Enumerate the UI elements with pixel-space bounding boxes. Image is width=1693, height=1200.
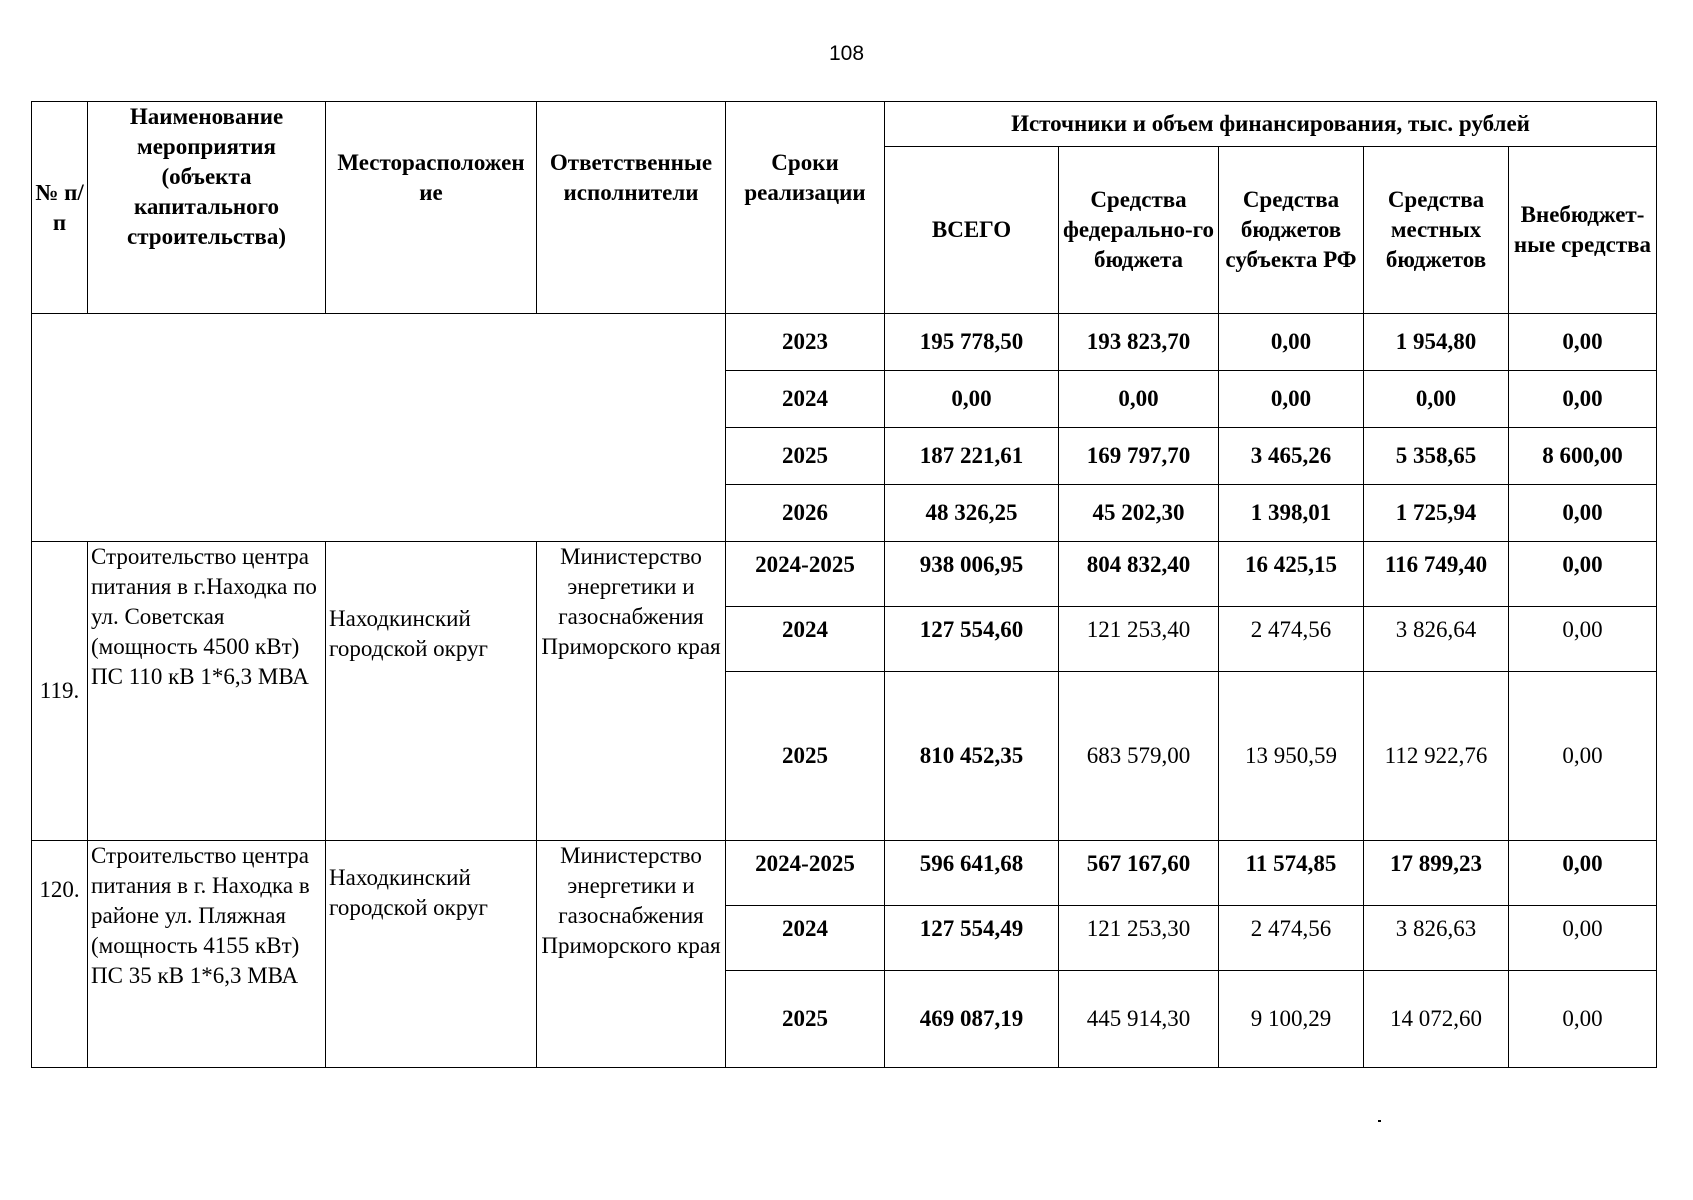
total-cell: 0,00 xyxy=(885,371,1059,428)
subject-cell: 16 425,15 xyxy=(1219,542,1364,607)
extra-cell: 0,00 xyxy=(1509,971,1657,1068)
local-cell: 5 358,65 xyxy=(1364,428,1509,485)
table-row xyxy=(32,542,1657,607)
item-name: Строительство центра питания в г. Находка в районе ул. Пляжная (мощность 4155 кВт) ПС 35 кВ 1*6,3 МВА xyxy=(88,841,326,1068)
local-cell: 14 072,60 xyxy=(1364,971,1509,1068)
subject-cell: 11 574,85 xyxy=(1219,841,1364,906)
year-cell: 2026 xyxy=(726,485,885,542)
local-cell: 1 954,80 xyxy=(1364,314,1509,371)
extra-cell: 8 600,00 xyxy=(1509,428,1657,485)
header-federal: Средства федерально-го бюджета xyxy=(1059,147,1219,314)
year-cell: 2025 xyxy=(726,672,885,841)
local-cell: 112 922,76 xyxy=(1364,672,1509,841)
item-executor: Министерство энергетики и газоснабжения Приморского края xyxy=(537,841,726,1068)
year-cell: 2025 xyxy=(726,428,885,485)
federal-cell: 121 253,40 xyxy=(1059,607,1219,672)
page-number: 108 xyxy=(828,42,865,65)
extra-cell: 0,00 xyxy=(1509,485,1657,542)
local-cell: 116 749,40 xyxy=(1364,542,1509,607)
federal-cell: 683 579,00 xyxy=(1059,672,1219,841)
subject-cell: 1 398,01 xyxy=(1219,485,1364,542)
federal-cell: 45 202,30 xyxy=(1059,485,1219,542)
federal-cell: 169 797,70 xyxy=(1059,428,1219,485)
total-cell: 195 778,50 xyxy=(885,314,1059,371)
header-name: Наименование мероприятия (объекта капитального строительства) xyxy=(88,102,326,314)
header-subject: Средства бюджетов субъекта РФ xyxy=(1219,147,1364,314)
extra-cell: 0,00 xyxy=(1509,314,1657,371)
total-cell: 596 641,68 xyxy=(885,841,1059,906)
item-executor: Министерство энергетики и газоснабжения Приморского края xyxy=(537,542,726,841)
subject-cell: 0,00 xyxy=(1219,371,1364,428)
federal-cell: 193 823,70 xyxy=(1059,314,1219,371)
year-cell: 2023 xyxy=(726,314,885,371)
subject-cell: 3 465,26 xyxy=(1219,428,1364,485)
item-name: Строительство центра питания в г.Находка по ул. Советская (мощность 4500 кВт) ПС 110 кВ 1*6,3 МВА xyxy=(88,542,326,841)
federal-cell: 445 914,30 xyxy=(1059,971,1219,1068)
continuation-blank-cell xyxy=(32,314,726,542)
scan-speck xyxy=(1378,1120,1381,1122)
item-number: 120. xyxy=(32,841,88,1068)
total-cell: 127 554,60 xyxy=(885,607,1059,672)
header-row-top xyxy=(32,102,1657,147)
year-cell: 2024 xyxy=(726,371,885,428)
local-cell: 17 899,23 xyxy=(1364,841,1509,906)
header-num: № п/п xyxy=(32,102,88,314)
total-cell: 469 087,19 xyxy=(885,971,1059,1068)
header-period: Сроки реализации xyxy=(726,102,885,314)
header-sources: Источники и объем финансирования, тыс. рублей xyxy=(885,102,1657,147)
item-number: 119. xyxy=(32,542,88,841)
extra-cell: 0,00 xyxy=(1509,841,1657,906)
total-cell: 187 221,61 xyxy=(885,428,1059,485)
header-location: Месторасположен ие xyxy=(326,102,537,314)
year-cell: 2024 xyxy=(726,607,885,672)
table-row xyxy=(32,841,1657,906)
total-cell: 810 452,35 xyxy=(885,672,1059,841)
year-cell: 2024-2025 xyxy=(726,841,885,906)
extra-cell: 0,00 xyxy=(1509,542,1657,607)
subject-cell: 2 474,56 xyxy=(1219,607,1364,672)
header-extra: Внебюджет-ные средства xyxy=(1509,147,1657,314)
federal-cell: 0,00 xyxy=(1059,371,1219,428)
header-local: Средства местных бюджетов xyxy=(1364,147,1509,314)
local-cell: 3 826,64 xyxy=(1364,607,1509,672)
item-location: Находкинский городской округ xyxy=(326,542,537,841)
header-executors: Ответственные исполнители xyxy=(537,102,726,314)
financing-table xyxy=(31,101,1657,1068)
year-cell: 2024 xyxy=(726,906,885,971)
extra-cell: 0,00 xyxy=(1509,906,1657,971)
extra-cell: 0,00 xyxy=(1509,371,1657,428)
year-cell: 2025 xyxy=(726,971,885,1068)
year-cell: 2024-2025 xyxy=(726,542,885,607)
extra-cell: 0,00 xyxy=(1509,607,1657,672)
header-total: ВСЕГО xyxy=(885,147,1059,314)
total-cell: 48 326,25 xyxy=(885,485,1059,542)
extra-cell: 0,00 xyxy=(1509,672,1657,841)
local-cell: 0,00 xyxy=(1364,371,1509,428)
item-location: Находкинский городской округ xyxy=(326,841,537,1068)
subject-cell: 9 100,29 xyxy=(1219,971,1364,1068)
subject-cell: 0,00 xyxy=(1219,314,1364,371)
total-cell: 938 006,95 xyxy=(885,542,1059,607)
local-cell: 3 826,63 xyxy=(1364,906,1509,971)
total-cell: 127 554,49 xyxy=(885,906,1059,971)
federal-cell: 804 832,40 xyxy=(1059,542,1219,607)
table-row xyxy=(32,314,1657,371)
federal-cell: 121 253,30 xyxy=(1059,906,1219,971)
subject-cell: 2 474,56 xyxy=(1219,906,1364,971)
local-cell: 1 725,94 xyxy=(1364,485,1509,542)
subject-cell: 13 950,59 xyxy=(1219,672,1364,841)
federal-cell: 567 167,60 xyxy=(1059,841,1219,906)
